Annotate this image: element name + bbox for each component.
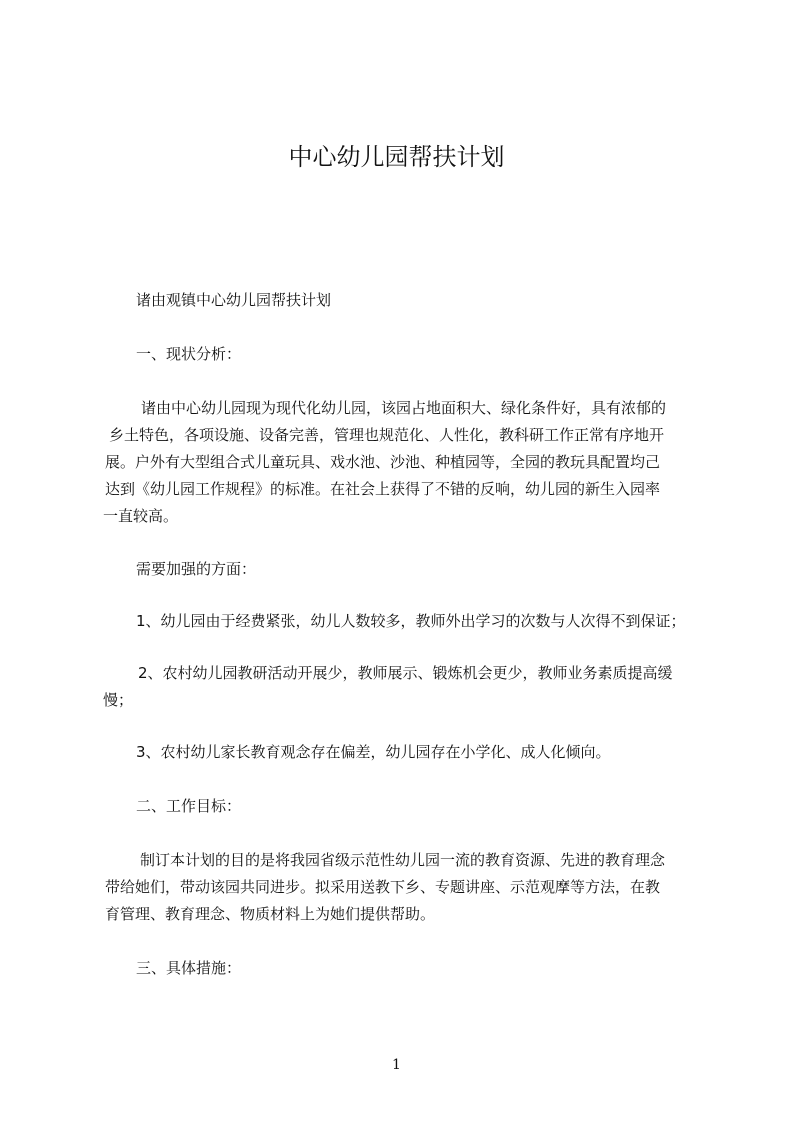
page-number: 1: [392, 1057, 401, 1073]
paragraph-line: 展。户外有大型组合式儿童玩具、戏水池、沙池、种植园等，全园的教玩具配置均己: [105, 453, 661, 471]
paragraph-line: 一直较高。: [103, 507, 179, 525]
paragraph-line: 诸由中心幼儿园现为现代化幼儿园，该园占地面积大、绿化条件好，具有浓郁的: [141, 399, 667, 417]
paragraph-line: 带给她们，带动该园共同进步。拟采用送教下乡、专题讲座、示范观摩等方法，在教: [105, 878, 661, 896]
goals-paragraph: [103, 847, 703, 928]
need-item-2: [103, 660, 703, 714]
paragraph-line: 2、农村幼儿园教研活动开展少，教师展示、锻炼机会更少，教师业务素质提高缓: [138, 664, 673, 682]
document-title: 中心幼儿园帮扶计划: [288, 143, 505, 171]
section-heading-goals: 二、工作目标：: [136, 797, 242, 815]
section-heading-status-analysis: 一、现状分析：: [136, 345, 242, 363]
need-item-3: 3、农村幼儿家长教育观念存在偏差，幼儿园存在小学化、成人化倾向。: [136, 743, 611, 761]
paragraph-line: 达到《幼儿园工作规程》的标准。在社会上获得了不错的反响，幼儿园的新生入园率: [105, 480, 661, 498]
paragraph-line: 制订本计划的目的是将我园省级示范性幼儿园一流的教育资源、先进的教育理念: [140, 851, 666, 869]
paragraph-line: 乡土特色，各项设施、设备完善，管理也规范化、人性化，教科研工作正常有序地开: [109, 426, 665, 444]
needs-heading: 需要加强的方面：: [136, 560, 257, 578]
paragraph-line: 慢；: [103, 691, 134, 709]
paragraph-line: 育管理、教育理念、物质材料上为她们提供帮助。: [105, 905, 436, 923]
section-heading-measures: 三、具体措施：: [136, 959, 242, 977]
need-item-1: 1、幼儿园由于经费紧张，幼儿人数较多，教师外出学习的次数与人次得不到保证；: [136, 612, 686, 630]
status-analysis-paragraph: [103, 395, 703, 530]
subtitle: 诸由观镇中心幼儿园帮扶计划: [136, 291, 332, 309]
